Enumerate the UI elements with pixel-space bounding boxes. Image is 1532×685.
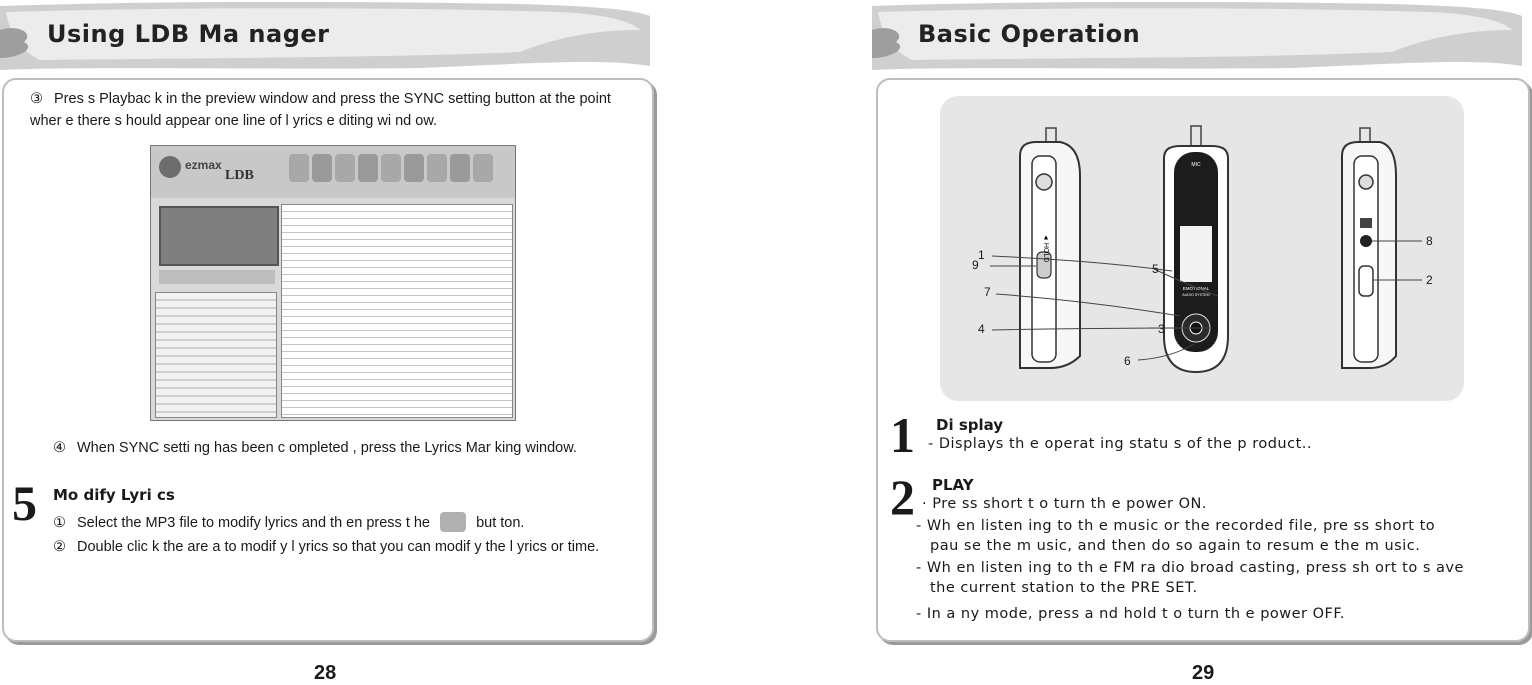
section-title: Mo dify Lyri cs <box>53 486 175 504</box>
page-number: 29 <box>1192 662 1215 684</box>
ldb-manager-screenshot <box>150 145 516 421</box>
step-3-text: Pres s Playbac k in the preview window and press the SYNC setting button at the point wher e there s hould appear one line of l yrics e diting wi nd ow. <box>30 91 611 129</box>
step-3-number: ③ <box>30 91 43 107</box>
app-header <box>151 146 515 198</box>
front-view <box>1164 126 1228 372</box>
device-illustration <box>940 96 1464 401</box>
step-4-text: When SYNC setti ng has been c ompleted , press the Lyrics Mar king window. <box>77 440 577 456</box>
item-2-text: Double clic k the are a to modif y l yrics so that you can modif y the l yrics or time. <box>77 539 600 555</box>
folder-tree[interactable] <box>155 292 277 418</box>
item-2 <box>53 534 673 560</box>
callout-1: 1 <box>978 248 985 262</box>
item-2-title: PLAY <box>932 476 974 494</box>
step-3 <box>30 88 644 132</box>
callout-4: 4 <box>978 322 985 336</box>
lyrics-edit-icon[interactable] <box>440 512 466 532</box>
callout-3: 3 <box>1158 322 1165 336</box>
callout-2: 2 <box>1426 273 1433 287</box>
toolbar-icon[interactable] <box>312 154 332 182</box>
callout-9: 9 <box>972 258 979 272</box>
lyrics-list[interactable] <box>281 204 513 418</box>
callout-5: 5 <box>1152 262 1159 276</box>
toolbar-icon[interactable] <box>335 154 355 182</box>
preview-window[interactable] <box>159 206 279 266</box>
right-page <box>872 0 1532 683</box>
playback-controls[interactable] <box>159 270 275 284</box>
left-side-view <box>1020 128 1080 368</box>
toolbar-icon[interactable] <box>381 154 401 182</box>
item-1-number: ① <box>53 515 66 531</box>
item-2-line-6: - In a ny mode, press a nd hold t o turn th e power OFF. <box>916 606 1345 622</box>
left-page <box>0 0 660 683</box>
audio-system-label: AUDIO SYSTEM <box>1182 293 1210 297</box>
toolbar-icon[interactable] <box>427 154 447 182</box>
item-1 <box>53 512 653 534</box>
section-number: 5 <box>12 475 37 531</box>
page-title: Basic Operation <box>918 20 1141 48</box>
item-2-line-1: · Pre ss short t o turn th e power ON. <box>922 496 1207 512</box>
toolbar-icon[interactable] <box>450 154 470 182</box>
toolbar-icon[interactable] <box>473 154 493 182</box>
toolbar-icon[interactable] <box>358 154 378 182</box>
callout-8: 8 <box>1426 234 1433 248</box>
callout-7: 7 <box>984 285 991 299</box>
step-4 <box>53 437 653 459</box>
item-1-number: 1 <box>890 407 915 463</box>
app-brand: ezmax <box>185 158 222 172</box>
item-2-line-5: the current station to the PRE SET. <box>930 580 1198 596</box>
ezmax-logo-icon <box>159 156 181 178</box>
toolbar-icon[interactable] <box>404 154 424 182</box>
item-1-text-a: Select the MP3 file to modify lyrics and th en press t he <box>77 515 430 531</box>
mic-label: MIC <box>1191 162 1201 168</box>
item-2-number: ② <box>53 539 66 555</box>
toolbar-icon[interactable] <box>289 154 309 182</box>
right-side-view <box>1342 128 1396 368</box>
item-2-line-4: - Wh en listen ing to th e FM ra dio broad casting, press sh ort to s ave <box>916 560 1464 576</box>
app-logo: LDB <box>225 168 254 183</box>
item-1-title: Di splay <box>936 416 1004 434</box>
item-2-line-2: - Wh en listen ing to th e music or the recorded file, pre ss short to <box>916 518 1436 534</box>
item-1-text-b: but ton. <box>476 515 525 531</box>
item-2-line-3: pau se the m usic, and then do so again to resum e the m usic. <box>930 538 1421 554</box>
step-4-number: ④ <box>53 440 66 456</box>
item-1-text: - Displays th e operat ing statu s of the p roduct.. <box>928 436 1312 452</box>
callout-6: 6 <box>1124 354 1131 368</box>
emotional-label: EMOTIONAL <box>1182 286 1210 291</box>
toolbar <box>289 154 507 188</box>
device-diagram <box>940 96 1464 401</box>
item-2-number: 2 <box>890 469 915 525</box>
page-number: 28 <box>314 662 337 684</box>
hold-label: ◄ HOLD <box>1042 234 1049 263</box>
page-title: Using LDB Ma nager <box>47 20 330 48</box>
right-banner <box>872 0 1532 70</box>
left-banner <box>0 0 660 70</box>
